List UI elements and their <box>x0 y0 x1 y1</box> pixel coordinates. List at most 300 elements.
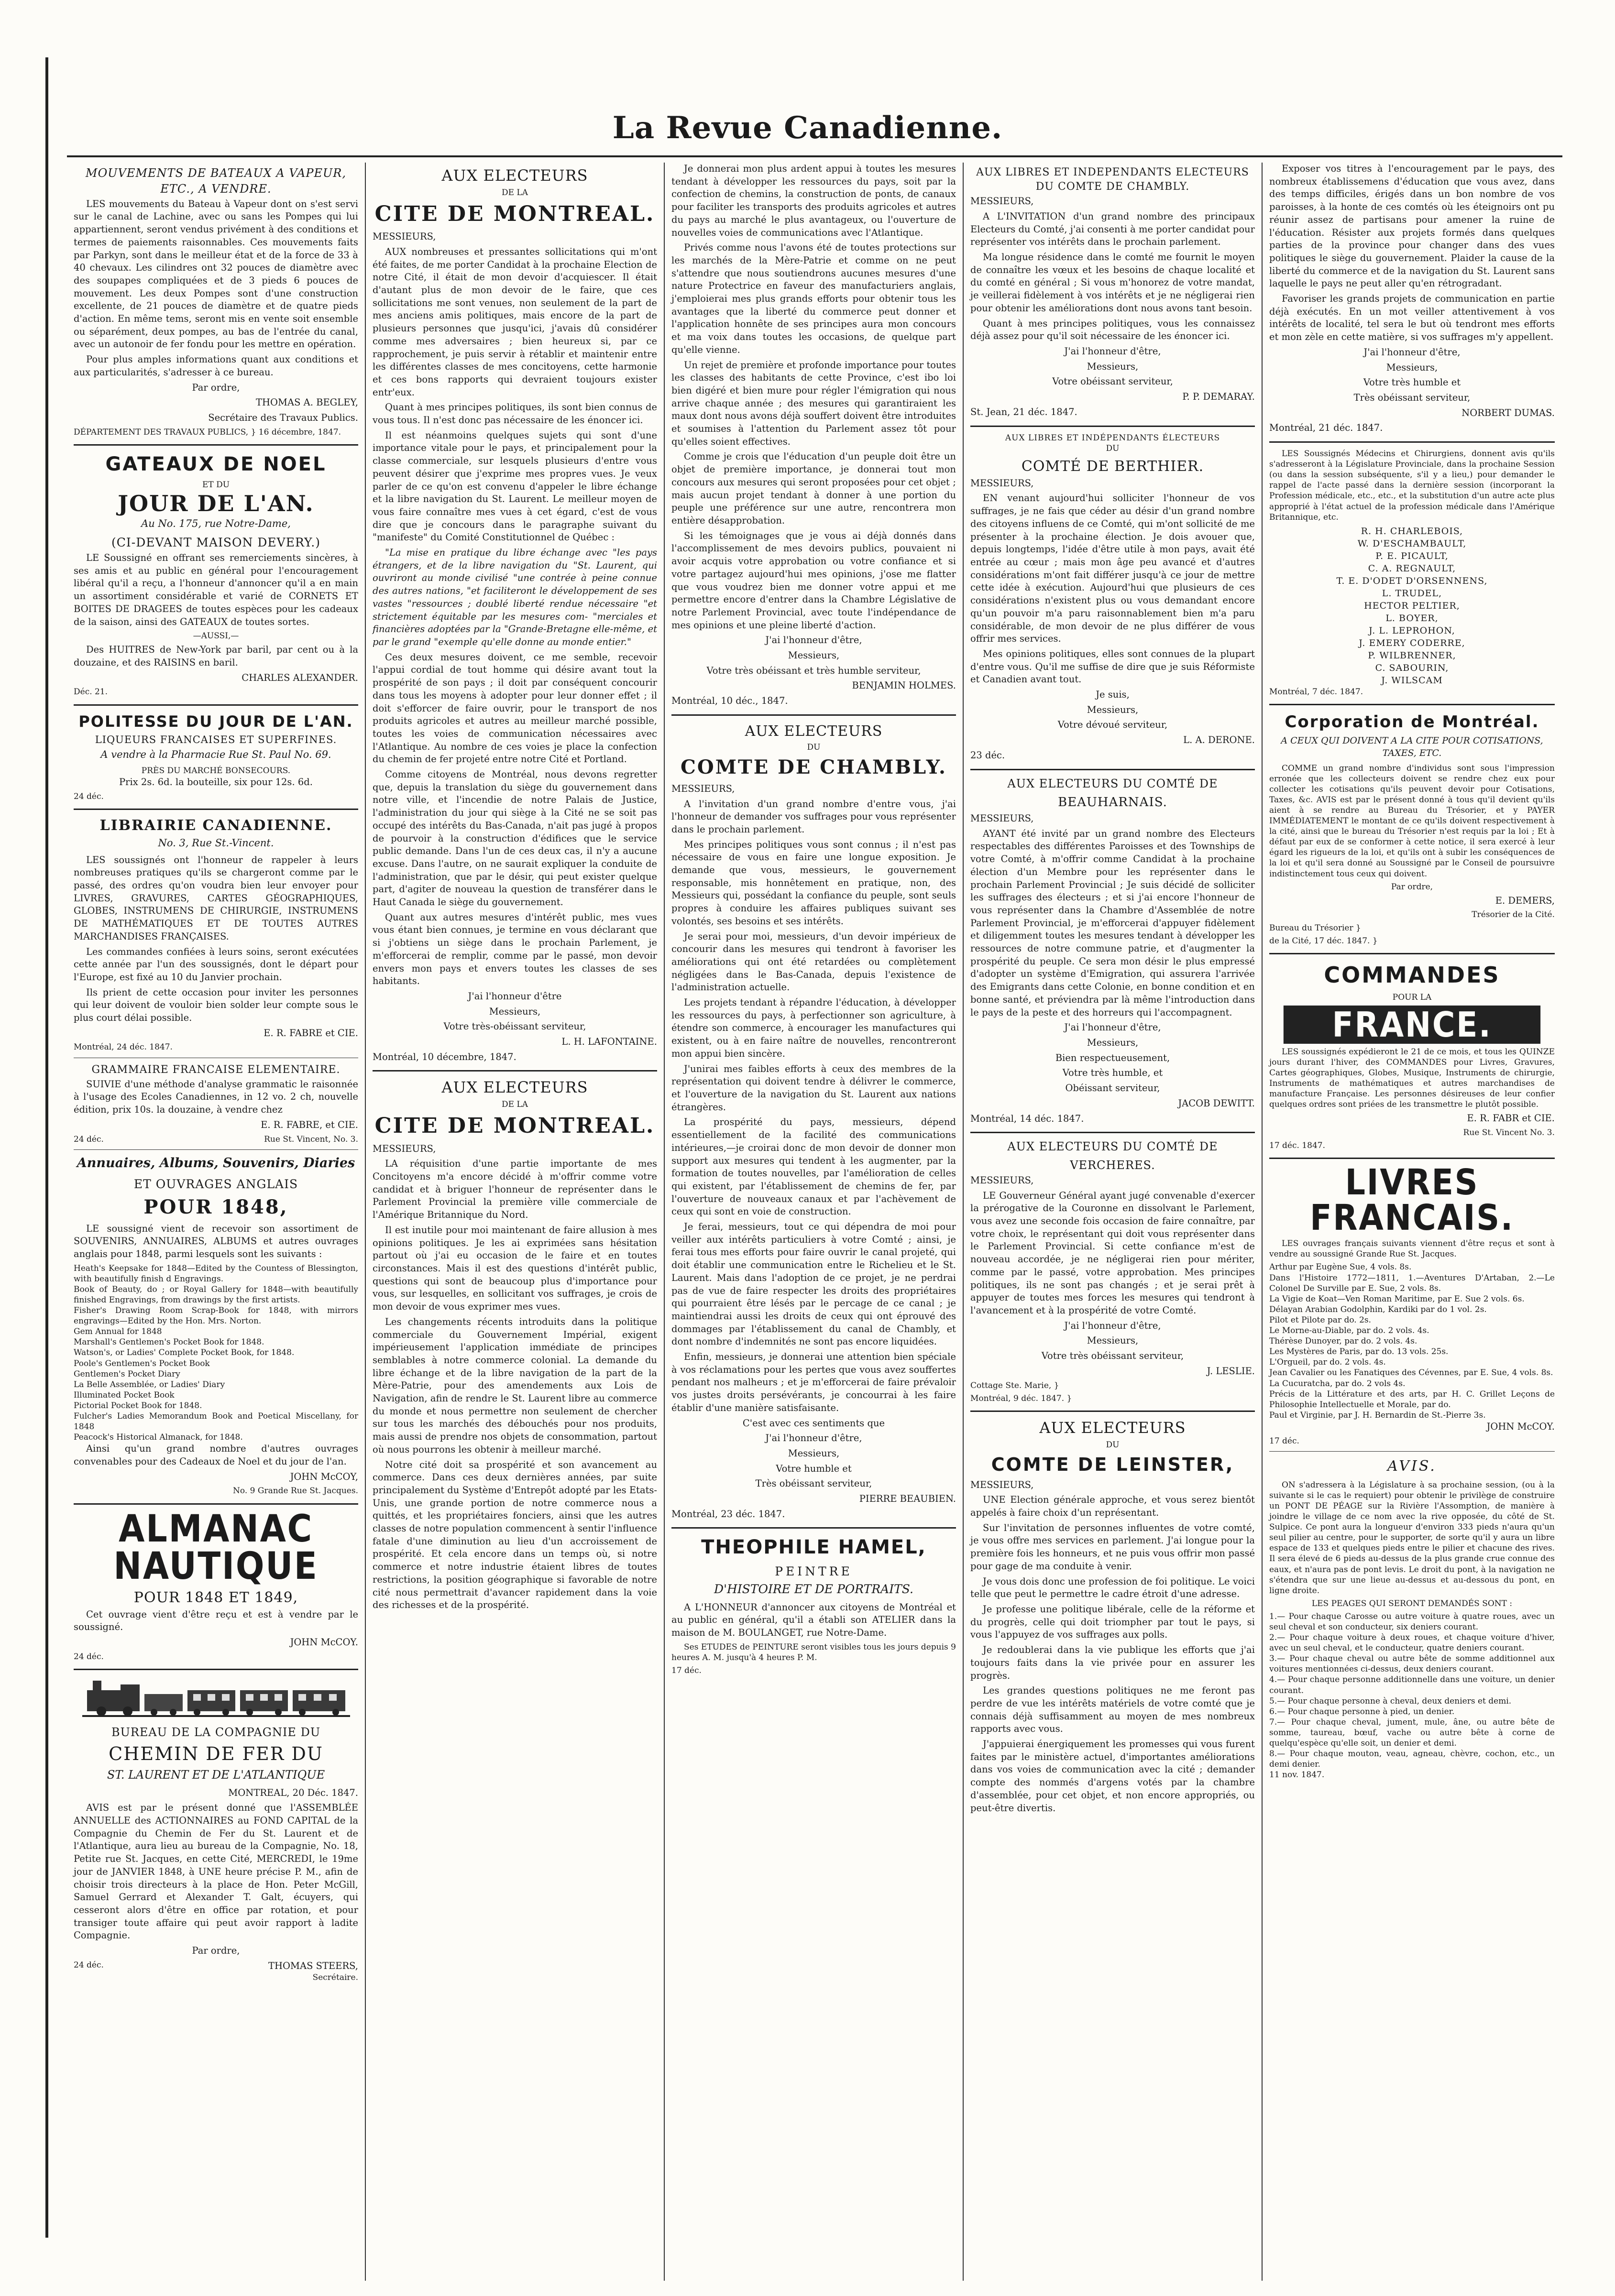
list-item: L. TRUDEL, <box>1382 588 1442 599</box>
list-item: L. BOYER, <box>1385 612 1439 623</box>
list-item: 3.— Pour chaque cheval ou autre bête de somme additionnel aux voitures mentionnées ci-dessus, deux deniers courant. <box>1269 1654 1555 1674</box>
letter-date: Montréal, 9 déc. 1847. } <box>970 1393 1072 1403</box>
signature-name: THOMAS STEERS, <box>268 1960 358 1971</box>
signature-name: JOHN McCOY. <box>1486 1421 1555 1432</box>
list-item: Pilot et Pilote par do. 2s. <box>1269 1315 1372 1325</box>
signature-name: JOHN McCOY. <box>290 1637 358 1648</box>
letter-closing: Messieurs, <box>1087 704 1139 715</box>
signature-name: BENJAMIN HOLMES. <box>852 680 956 691</box>
signature-line: Par ordre, <box>192 382 240 393</box>
list-item: 8.— Pour chaque mouton, veau, agneau, chèvre, cochon, etc., un demi denier. <box>1269 1749 1555 1770</box>
list-item: J. EMERY CODERRE, <box>1359 637 1465 648</box>
letter-closing: Messieurs, <box>788 650 840 661</box>
signature-name: L. A. DERONE. <box>1183 734 1255 746</box>
signature-name: E. DEMERS, <box>1495 895 1555 906</box>
letter-paragraph: Comme citoyens de Montréal, nous devons regretter que, depuis la translation du siège du gouvernement dans notre ville, et l'incendie de notre Palais de Justice, l'administration du jour qui siège à la Cité ne se soit pas occupé des intérêts du Bas-Canada, n'ait pas jugé à propos de pourvoir à la construction d'édifices que le service public demande. Dans l'un de ces deux cas, il n'y a aucune excuse. Dans l'autre, on ne saurait expliquer la conduite de l'administration, que par le désir, qui peut exister quelque part, d'agiter de nouveau la question de transférer dans le Haut Canada le siège du gouvernement. <box>373 769 657 908</box>
letter-paragraph: Il est néanmoins quelques sujets qui sont d'une importance vitale pour le pays, et principalement pour la classe commerciale, sur lesquels plusieurs d'entre vous peuvent désirer que j'exprime mes propres vues. Je veux parler de ce qu'on est convenu d'appeler le libre échange et la libre navigation du St. Laurent. Le meilleur moyen de vous faire connaître mes vues à cet égard, c'est de vous dire que je concours dans le paragraphe suivant du "manifeste" du Comité Constitutionnel de Québec : <box>373 429 657 543</box>
ad-date: 17 déc. <box>1269 1436 1299 1446</box>
notice-date: 11 nov. 1847. <box>1269 1770 1325 1780</box>
letter-paragraph: Je professe une politique libérale, celle de la réforme et du progrès, celle qui doit triompher par tout le pays, si vous l'appuyez de vos suffrages aux polls. <box>970 1603 1255 1640</box>
ad-body: LES soussignés expédieront le 21 de ce mois, et tous les QUINZE jours durant l'hiver, des COMMANDES pour Livres, Gravures, Cartes géographiques, Globes, Musique, Instruments de chirurgie, Instruments de mathématiques et autres marchandises de manufacture Française. Les personnes désireuses de leur confier quelques ordres sont priées de les transmettre le plutôt possible. <box>1269 1047 1555 1110</box>
letter-paragraph: Ces deux mesures doivent, ce me semble, recevoir l'appui cordial de tout homme qui désire avant tout la prospérité de son pays ; il doit par conséquent concourir dans tous les moyens à adopter pour leur donner effet ; il doit s'efforcer de faire ouvrir, pour le transport de nos produits agricoles et autres au meilleur marché possible, toutes les voies de communication nécessaires avec l'Atlantique. Au nombre de ces voies je place la confection du chemin de fer projeté entre notre Cité et Portland. <box>373 651 657 765</box>
tolls-list <box>1269 1611 1555 1770</box>
ad-title: Annuaires, Albums, Souvenirs, Diaries <box>77 1155 355 1170</box>
letter-dumas <box>1269 163 1555 435</box>
letter-paragraph: Quant à mes principes politiques, vous les connaissez déjà assez pour qu'il soit nécessaire de les énoncer ici. <box>970 317 1255 342</box>
list-item: Pictorial Pocket Book for 1848. <box>74 1400 202 1410</box>
letter-title-sub: DE LA <box>501 1100 528 1110</box>
letter-salutation: MESSIEURS, <box>970 813 1034 824</box>
letter-paragraph: LA réquisition d'une partie importante de mes Concitoyens m'a encore décidé à m'offrir comme votre candidat et à briguer l'honneur de représenter dans le Parlement Provincial la première ville commerciale de l'Amérique Britannique du Nord. <box>373 1158 657 1221</box>
ad-body: Les commandes confiées à leurs soins, seront exécutées cette année par l'un des soussignés, dont le départ pour l'Europe, est fixé au 10 du Janvier prochain. <box>74 946 358 983</box>
letter-paragraph: Sur l'invitation de personnes influentes de votre comté, je vous offre mes services en parlement. J'ai longue pour la première fois les honneurs, et ne puis vous offrir mon passé pour gage de ma conduite à venir. <box>970 1522 1255 1572</box>
divider <box>74 1669 358 1670</box>
letter-salutation: MESSIEURS, <box>970 1174 1034 1186</box>
list-item: P. E. PICAULT, <box>1375 550 1449 561</box>
letter-date: 23 déc. <box>970 749 1005 761</box>
letter-paragraph: LE Gouverneur Général ayant jugé convenable d'exercer la prérogative de la Couronne en dissolvant le Parlement, vous avez une seconde fois occasion de faire connaître, par votre choix, le représentant qui doit vous représenter dans le Parlement Provincial. Si cette confiance m'est de nouveau accordée, je ne négligerai rien pour mériter, comme par le passé, votre approbation. Mes principes politiques, ils ne sont pas changés ; et je serai prêt à appuyer de toutes mes forces les mesures qui tendront à l'avancement et à la prospérité de votre Comté. <box>970 1190 1255 1316</box>
ad-date: 24 déc. <box>74 1134 104 1144</box>
letter-leinster <box>970 1418 1255 1815</box>
ad-subtitle: POUR LA <box>1392 992 1432 1002</box>
list-item: Gentlemen's Pocket Diary <box>74 1369 180 1379</box>
ad-location: PRÈS DU MARCHÉ BONSECOURS. <box>141 765 291 776</box>
letter-paragraph: Comme je crois que l'éducation d'un peuple doit être un objet de première importance, je donnerai tout mon concours aux mesures qui seront proposées pour cet objet ; mais aucun projet tendant à donner à une portion du peuple une préférence sur une autre, rencontrera mon entière désapprobation. <box>671 451 956 526</box>
ad-subtitle: POUR 1848 ET 1849, <box>133 1589 298 1606</box>
letter-date: Montréal, 21 déc. 1847. <box>1269 422 1383 434</box>
ad-body: AVIS est par le présent donné que l'ASSEMBLÉE ANNUELLE des ACTIONNAIRES au FOND CAPITAL de la Compagnie du Chemin de Fer du St. Laurent et de l'Atlantique, aura lieu au bureau de la Compagnie, No. 18, Petite rue St. Jacques, en cette Cité, MERCREDI, le 19me jour de JANVIER 1848, à UNE heure précise P. M., afin de choisir trois directeurs à la place de Hon. Peter McGill, Samuel Gerrard et Alexander T. Galt, écuyers, qui cesseront alors d'être en office par rotation, et pour transiger toute affaire qui peut avoir rapport à ladite Compagnie. <box>74 1802 358 1941</box>
list-item: Peacock's Historical Almanack, for 1848. <box>74 1432 243 1443</box>
ad-footer <box>74 1134 358 1145</box>
book-list <box>74 1263 358 1443</box>
list-item: L'Orgueil, par do. 2 vols. 4s. <box>1269 1357 1386 1367</box>
letter-closing: Votre humble et <box>776 1463 852 1474</box>
signature-line: Par ordre, <box>1391 882 1433 892</box>
letter-title-main: CITE DE MONTREAL. <box>374 1114 655 1138</box>
masthead-rule <box>67 155 1562 157</box>
divider <box>1269 441 1555 443</box>
ad-body: Cet ouvrage vient d'être reçu et est à vendre par le soussigné. <box>74 1608 358 1633</box>
signature-name: PIERRE BEAUBIEN. <box>859 1493 956 1505</box>
signature-name: JOHN McCOY, <box>290 1471 358 1482</box>
letter-closing: Je suis, <box>1096 689 1130 700</box>
ad-subtitle: D'HISTOIRE ET DE PORTRAITS. <box>714 1582 913 1596</box>
letter-closing: C'est avec ces sentiments que <box>742 1417 885 1429</box>
divider <box>970 426 1255 427</box>
list-item: Gem Annual for 1848 <box>74 1327 162 1337</box>
divider <box>74 1149 358 1150</box>
letter-paragraph: Je redoublerai dans la vie publique les efforts que j'ai toujours faits dans la vie privée pour en assurer les progrès. <box>970 1644 1255 1681</box>
signature-title: Secrétaire. <box>312 1973 358 1983</box>
letter-place: Cottage Ste. Marie, } <box>970 1380 1059 1390</box>
ad-address: No. 9 Grande Rue St. Jacques. <box>233 1486 358 1496</box>
notice-subtitle: A CEUX QUI DOIVENT A LA CITE POUR COTISATIONS, TAXES, ETC. <box>1281 735 1543 758</box>
letter-title: AUX ELECTEURS <box>1039 1418 1186 1437</box>
letter-dewitt <box>970 776 1255 1126</box>
list-item: Délayan Arabian Godolphin, Kardiki par do 1 vol. 2s. <box>1269 1304 1487 1314</box>
letter-closing: Votre très humble, et <box>1062 1067 1163 1079</box>
letter-closing: Messieurs, <box>788 1447 840 1459</box>
list-item: W. D'ESCHAMBAULT, <box>1357 538 1467 549</box>
letter-paragraph: Un rejet de première et profonde importance pour toutes les classes des habitants de cette Province, c'est ibo loi bien digéré et bien mure pour régler l'émigration qui nous arrive chaque année ; des mesures qui garantiraient les maux dont nous avons déjà souffert doivent être introduites et soumises à l'attention du Parlement assez tôt pour qu'elles soient effectives. <box>671 359 956 447</box>
letter-closing: J'ai l'honneur d'être, <box>1064 1320 1161 1331</box>
letter-paragraph: AUX nombreuses et pressantes sollicitations qui m'ont été faites, de me porter Candidat à la prochaine Election de notre Cité, il était de mon devoir d'acquiescer. Il était d'autant plus de mon devoir de le faire, que ces sollicitations me sont venues, non seulement de la part de mes anciens amis politiques, mais encore de la part de plusieurs personnes que jusqu'ici, j'avais dû considérer comme mes adversaires ; bien heureux si, par ce rapprochement, je puis servir à rétablir et maintenir entre les différentes classes de mes concitoyens, cette harmonie et ces bons rapports qui devraient toujours exister entr'eux. <box>373 246 657 398</box>
letter-closing: Votre très obéissant et très humble serviteur, <box>706 665 921 676</box>
list-item: Thérèse Dunoyer, par do. 2 vols. 4s. <box>1269 1336 1417 1346</box>
letter-demaray <box>970 165 1255 419</box>
letter-closing: Messieurs, <box>1087 361 1139 372</box>
ad-title: ALMANAC NAUTIQUE <box>113 1507 319 1588</box>
letter-title-main: CITE DE MONTREAL. <box>374 201 655 226</box>
letter-paragraph: Les projets tendant à répandre l'éducation, à développer les ressources du pays, à perfectionner son agriculture, à étendre son commerce, à encourager les manufactures qui existent, ou à en faire naître de nouvelles, rencontreront mon appui bien sincère. <box>671 997 956 1059</box>
list-item: Heath's Keepsake for 1848—Edited by the Countess of Blessington, with beautifully finish d Engravings. <box>74 1263 358 1284</box>
signature-name: THOMAS A. BEGLEY, <box>256 397 358 408</box>
divider <box>671 1527 956 1529</box>
letter-paragraph: J'unirai mes faibles efforts à ceux des membres de la représentation qui doivent tendre à délivrer le commerce, et l'ouverture de la navigation du St. Laurent aux nations étrangères. <box>671 1063 956 1113</box>
letter-title: AUX ELECTEURS <box>745 722 883 740</box>
letter-closing: J'ai l'honneur d'être, <box>765 1432 862 1444</box>
letter-closing: Messieurs, <box>1087 1037 1139 1048</box>
list-item: Watson's, or Ladies' Complete Pocket Book, for 1848. <box>74 1348 295 1358</box>
ad-subtitle: ET DU <box>202 480 230 490</box>
divider <box>373 1070 657 1071</box>
divider <box>1269 953 1555 954</box>
ad-gateaux <box>74 451 358 698</box>
signature-name: E. R. FABRE, et CIE. <box>261 1119 358 1130</box>
ad-title: LIBRAIRIE CANADIENNE. <box>99 817 332 834</box>
column-1 <box>67 163 366 2281</box>
signature-name: P. P. DEMARAY. <box>1182 391 1255 403</box>
letter-closing: Bien respectueusement, <box>1055 1052 1170 1063</box>
ad-hamel <box>671 1534 956 1676</box>
letter-paragraph: Notre cité doit sa prospérité et son avancement au commerce. Dans ces deux dernières années, par suite principalement du Système d'Entrepôt adopté par les Etats-Unis, une grande portion de notre commerce nous a quittés, et les propriétaires fonciers, ainsi que les autres classes de notre population commencent à sentir l'influence fatale d'une diminution au lieu d'un accroissement de prospérité. Et cela encore dans un temps où, si notre commerce et notre industrie étaient libres de toutes restrictions, la position géographique si favorable de notre cité nous permettrait d'avancer rapidement dans la voie des richesses et de la prospérité. <box>373 1459 657 1611</box>
list-item: Le Morne-au-Diable, par do. 2 vols. 4s. <box>1269 1326 1429 1336</box>
divider <box>74 809 358 810</box>
signature-title: Secrétaire des Travaux Publics. <box>208 412 358 423</box>
letter-title-sub: DU <box>1106 443 1120 453</box>
ad-livres <box>1269 1162 1555 1446</box>
ad-title-main: FRANCE. <box>1284 1006 1540 1044</box>
list-item: Poole's Gentlemen's Pocket Book <box>74 1358 210 1368</box>
signature-name: E. R. FABR et CIE. <box>1467 1113 1555 1124</box>
ad-title: LIVRES FRANCAIS. <box>1310 1162 1514 1239</box>
letter-title: AUX ELECTEURS DU COMTÉ DE <box>1007 1140 1218 1154</box>
divider <box>1269 1158 1555 1159</box>
letter-date: Montréal, 10 décembre, 1847. <box>373 1051 516 1062</box>
list-item: Marshall's Gentlemen's Pocket Book for 1848. <box>74 1337 264 1347</box>
notice-body: LES Soussignés Médecins et Chirurgiens, donnent avis qu'ils s'adresseront à la Législature Provinciale, dans la prochaine Session (ou dans la session subséquente, s'il y a lieu,) pour demander le rappel de l'acte passé dans la dernière session (incorporant la Profession médicale, etc., etc., et la substitution d'un autre acte plus approprié à l'état actuel de la profession médicale dans l'Amérique Britannique, etc. <box>1269 449 1555 522</box>
list-item: Jean Cavalier ou les Fanatiques des Cévennes, par E. Sue, 4 vols. 8s. <box>1269 1368 1553 1378</box>
ad-subtitle: ET OUVRAGES ANGLAIS <box>133 1177 298 1191</box>
signature-title: Trésorier de la Cité. <box>1472 910 1555 920</box>
divider <box>74 1503 358 1505</box>
ad-info: Pour plus amples informations quant aux conditions et aux particularités, s'adresser à ce bureau. <box>74 354 358 378</box>
divider <box>1269 1451 1555 1452</box>
ad-footer <box>74 1960 358 1973</box>
letter-closing: J'ai l'honneur d'être <box>468 990 562 1002</box>
ad-title: COMMANDES <box>1324 962 1500 988</box>
list-item: HECTOR PELTIER, <box>1364 600 1460 611</box>
letter-paragraph: Il est inutile pour moi maintenant de faire allusion à mes opinions politiques. Je les ai exprimées sans hésitation partout où j'ai eu occasion de le faire et en toutes circonstances. Mais il est des questions d'intérêt public, questions qui sont de beaucoup plus d'importance pour vous, sur lesquelles, en sollicitant vos suffrages, je crois de mon devoir de vous exprimer mes vues. <box>373 1224 657 1312</box>
letter-salutation: MESSIEURS, <box>970 477 1034 489</box>
divider <box>970 769 1255 770</box>
letter-lafontaine <box>373 165 657 1063</box>
page-left-edge <box>45 57 48 2238</box>
ad-commandes <box>1269 960 1555 1151</box>
ad-title: GATEAUX DE NOEL <box>105 453 327 475</box>
column-3 <box>665 163 964 2281</box>
letter-paragraph: Ma longue résidence dans le comté me fournit le moyen de connaître les vœux et les besoins de chaque localité et du comté en général ; Si vous m'honorez de votre mandat, je veillerai fidèlement à vos intérêts et je ne négligerai rien pour obtenir les améliorations dont nous avons tant besoin. <box>970 251 1255 314</box>
ad-body: LES mouvements du Bateau à Vapeur dont on s'est servi sur le canal de Lachine, avec ou sans les Pompes qui lui appartiennent, seront vendus privément à des conditions et termes de paiements raisonnables. Ces mouvements faits par Parkyn, sont dans le meilleur état et de la force de 33 à 40 chevaux. Les cilindres ont 32 pouces de diamètre avec des soupapes compliquées et de 3 pieds 6 pouces de mouvement. Les deux Pompes sont d'une construction excellente, de 21 pouces de diamètre et de quatre pieds d'action. En même tems, seront mis en vente soit ensemble ou séparément, deux pompes, au bas de l'entrée du canal, avec un autonoir de fer fondu pour les mettre en opération. <box>74 198 358 350</box>
list-item: 4.— Pour chaque personne additionnelle dans une voiture, un denier courant. <box>1269 1675 1555 1695</box>
letter-date: Montréal, 23 déc. 1847. <box>671 1508 785 1520</box>
letter-paragraph: Je vous dois donc une profession de foi politique. Le voici telle que peut le permettre le cadre étroit d'une adresse. <box>970 1575 1255 1600</box>
list-item: T. E. D'ODET D'ORSENNENS, <box>1336 575 1488 586</box>
letter-closing: J'ai l'honneur d'être, <box>1064 1022 1161 1033</box>
list-item: Fulcher's Ladies Memorandum Book and Poetical Miscellany, for 1848 <box>74 1411 358 1432</box>
page-columns <box>67 163 1562 2281</box>
divider <box>671 714 956 716</box>
ad-steamboat <box>74 165 358 437</box>
ad-railway <box>74 1676 358 1983</box>
letter-paragraph: Quant aux autres mesures d'intérêt public, mes vues vous étant bien connues, je termine en vous déclarant que si j'obtiens un siège dans le prochain Parlement, je m'efforcerai de remplir, comme par le passé, mon devoir envers mon pays et envers toutes les classes de ses habitants. <box>373 911 657 987</box>
letter-paragraph: A L'INVITATION d'un grand nombre des principaux Electeurs du Comté, j'ai consenti à me porter candidat pour représenter vos intérêts dans le prochain parlement. <box>970 210 1255 248</box>
list-item: La Belle Assemblée, or Ladies' Diary <box>74 1379 225 1389</box>
ad-body: Ses ETUDES de PEINTURE seront visibles tous les jours depuis 9 heures A. M. jusqu'à 4 heures P. M. <box>671 1642 956 1662</box>
letter-closing: J'ai l'honneur d'être, <box>1064 345 1161 357</box>
ad-title: MOUVEMENTS DE BATEAUX A VAPEUR, ETC., A VENDRE. <box>86 166 346 196</box>
ad-body: Ainsi qu'un grand nombre d'autres ouvrages convenables pour des Cadeaux de Noel et du jour de l'an. <box>74 1443 358 1467</box>
ad-title-main: JOUR DE L'AN. <box>118 490 314 516</box>
letter-title-sub: DE LA <box>501 187 528 197</box>
ad-body: LES ouvrages français suivants viennent d'être reçus et sont à vendre au soussigné Grande Rue St. Jacques. <box>1269 1239 1555 1259</box>
divider <box>74 704 358 706</box>
ad-address: Au No. 175, rue Notre-Dame, <box>141 517 291 529</box>
ad-date: MONTREAL, 20 Déc. 1847. <box>228 1787 358 1798</box>
list-item: J. WILSCAM <box>1381 675 1443 686</box>
list-item: 6.— Pour chaque personne à pied, un denier. <box>1269 1706 1455 1717</box>
letter-date: St. Jean, 21 déc. 1847. <box>970 406 1077 417</box>
letter-paragraph: UNE Election générale approche, et vous serez bientôt appelés à faire choix d'un représentant. <box>970 1494 1255 1519</box>
list-item: R. H. CHARLEBOIS, <box>1361 525 1463 536</box>
letter-closing: Votre dévoué serviteur, <box>1057 719 1168 731</box>
ad-date: 24 déc. <box>74 1960 104 1970</box>
ad-date: 17 déc. <box>671 1666 702 1676</box>
letter-paragraph: Quant à mes principes politiques, ils sont bien connus de vous tous. Il n'est donc pas nécessaire de les énoncer ici. <box>373 402 657 426</box>
ad-body: Ils prient de cette occasion pour inviter les personnes qui leur doivent de vouloir bien solder leur compte sous le plus court délai possible. <box>74 986 358 1024</box>
letter-paragraph: Mes opinions politiques, elles sont connues de la plupart d'entre vous. Qu'il me suffise de dire que je suis Réformiste et Canadien avant tout. <box>970 648 1255 685</box>
column-5 <box>1263 163 1561 2281</box>
ad-address: Rue St. Vincent No. 3. <box>1463 1128 1555 1138</box>
letter-title: AUX ELECTEURS <box>441 1078 588 1097</box>
ad-address: No. 3, Rue St.-Vincent. <box>158 837 274 849</box>
list-item: C. SABOURIN, <box>1375 662 1449 673</box>
letter-paragraph: Les changements récents introduits dans la politique commerciale du Gouvernement Impérial, exigent impérieusement l'application immédiate de principes semblables à notre commerce colonial. La demande du libre échange et de la libre navigation de la part de la Mère-Patrie, pour des amendements aux Lois de Navigation, afin de rendre le St. Laurent libre au commerce du monde et nous permettre non seulement de chercher sur tous les marchés des débouchés pour nos produits, mais aussi de prendre nos objets de consommation, partout où nous pourrons les obtenir à meilleur marché. <box>373 1316 657 1455</box>
letter-holmes-continued <box>671 163 956 708</box>
ad-body: Des HUITRES de New-York par baril, par cent ou à la douzaine, et des RAISINS en baril. <box>74 644 358 668</box>
letter-paragraph: La prospérité du pays, messieurs, dépend essentiellement de la facilité des communications intérieures,—je croirai donc de mon devoir de donner mon support aux mesures qui tendent à les augmenter, par la formation de toutes nouvelles, par l'amélioration de celles qui existent, par l'établissement de chemins de fer, par l'ouverture de nouveaux canaux et par l'achèvement de ceux qui sont en voie de construction. <box>671 1116 956 1217</box>
ad-address: A vendre à la Pharmacie Rue St. Paul No. 69. <box>100 749 331 761</box>
list-item: La Vigie de Koat—Ven Roman Maritime, par E. Sue 2 vols. 6s. <box>1269 1294 1525 1304</box>
letter-closing: Votre très obéissant serviteur, <box>1041 1350 1184 1362</box>
letter-paragraph: EN venant aujourd'hui solliciter l'honneur de vos suffrages, je ne fais que céder au désir d'un grand nombre des citoyens influens de ce Comté, qui m'ont sollicité de me présenter à la prochaine élection. Je dois avouer que, depuis longtemps, l'idée d'être utile à mon pays, avait été entrée au cœur ; mais mon âge peu avancé et d'autres considérations m'ont fait différer jusqu'à ce jour de mettre cette idée à exécution. Aujourd'hui que plusieurs de ces considérations n'existent plus ou vous demandant encore qu'un pouvoir m'a paru raisonnablement bien m'a paru considérable, de mon devoir de ne plus différer de vous offrir mes services. <box>970 492 1255 645</box>
ad-year: POUR 1848, <box>143 1195 288 1218</box>
list-item: La Cucuratcha, par do. 2 vols 4s. <box>1269 1378 1406 1389</box>
list-item: 7.— Pour chaque cheval, jument, mule, âne, ou autre bête de somme, taureau, bœuf, vache ou autre bête à corne de quelqu'espèce qu'elle soit, un denier et demi. <box>1269 1717 1555 1749</box>
letter-title: AUX ELECTEURS DU COMTÉ DE <box>1007 776 1218 790</box>
letter-title-main: BEAUHARNAIS. <box>1058 795 1167 810</box>
list-item: J. L. LEPROHON, <box>1369 625 1455 636</box>
letter-title-sub: DU <box>1106 1440 1120 1450</box>
notice-medecins <box>1269 448 1555 697</box>
ad-body: LE soussigné vient de recevoir son assortiment de SOUVENIRS, ANNUAIRES, ALBUMS et autres ouvrages anglais pour 1848, parmi lesquels sont les suivants : <box>74 1223 358 1260</box>
ad-subtitle: ST. LAURENT ET DE L'ATLANTIQUE <box>107 1768 325 1782</box>
letter-holmes <box>373 1077 657 1612</box>
ad-body: SUIVIE d'une méthode d'analyse grammatic le raisonnée à l'usage des Ecoles Canadiennes, in 12 vo. 2 ch, nouvelle édition, prix 10s. la douzaine, à vendre chez <box>74 1078 358 1115</box>
ad-title: BUREAU DE LA COMPAGNIE DU <box>111 1725 321 1739</box>
signature-name: E. R. FABRE et CIE. <box>264 1027 358 1039</box>
notice-subtitle: LES PEAGES QUI SERONT DEMANDÉS SONT : <box>1311 1598 1513 1608</box>
ad-annuaires <box>74 1155 358 1497</box>
letter-paragraph: J'appuierai énergiquement les promesses qui vous furent faites par le ministère actuel, d'importantes améliorations dans vos voies de communication avec la cité ; demander compte des nommés d'argens votés par la chambre d'assemblée, pour cet objet, et non encore appropriés, ou peut-être divertis. <box>970 1738 1255 1814</box>
letter-salutation: MESSIEURS, <box>373 231 436 242</box>
list-item: Arthur par Eugène Sue, 4 vols. 8s. <box>1269 1262 1412 1272</box>
ad-date: Montréal, 24 déc. 1847. <box>74 1042 173 1052</box>
ad-grammaire <box>74 1063 358 1145</box>
letter-title-main: COMTÉ DE BERTHIER. <box>1021 458 1204 475</box>
ad-body: LE Soussigné en offrant ses remerciements sincères, à ses amis et au public en général pour l'encouragement libéral qu'il a reçu, a l'honneur d'annoncer qu'il a en main un assortiment considérable et varié de CORNETS ET BOITES DE DRAGEES de toutes espèces pour les cadeaux de la saison, ainsi des GATEAUX de toutes sortes. <box>74 552 358 627</box>
ad-librairie <box>74 816 358 1053</box>
masthead: La Revue Canadienne. <box>612 110 1003 146</box>
signature-name: J. LESLIE. <box>1207 1365 1255 1377</box>
letter-salutation: MESSIEURS, <box>373 1143 436 1154</box>
column-4 <box>964 163 1263 2281</box>
letter-paragraph: Je ferai, messieurs, tout ce qui dépendra de moi pour veiller aux intérêts particuliers à votre Comté ; ainsi, je ferai tous mes efforts pour faire ouvrir le canal projeté, qui doit établir une communication entre le Richelieu et le St. Laurent. Mais dans l'adoption de ce projet, je ne perdrai pas de vue de faire respecter les droits des propriétaires qui pourraient être lésés par le percage de ce canal ; je maintiendrai aussi les droits de ceux qui ont éprouvé des dommages par l'établissement du canal de Chambly, et dont nombre d'indemnités ne sont pas encore liquidées. <box>671 1221 956 1347</box>
signature-name: L. H. LAFONTAINE. <box>561 1036 657 1048</box>
letter-closing: Obéissant serviteur, <box>1065 1082 1160 1094</box>
letter-closing: Très obéissant serviteur, <box>1353 392 1471 403</box>
letter-salutation: MESSIEURS, <box>671 783 735 794</box>
ad-subtitle: (CI-DEVANT MAISON DEVERY.) <box>111 535 320 549</box>
ad-price: Prix 2s. 6d. la bouteille, six pour 12s. 6d. <box>119 776 313 787</box>
letter-date: Montréal, 10 déc., 1847. <box>671 695 788 707</box>
notice-corporation <box>1269 711 1555 946</box>
letter-title-main: COMTE DE LEINSTER, <box>991 1454 1234 1475</box>
letter-paragraph: Privés comme nous l'avons été de toutes protections sur les marchés de la Mère-Patrie et comme on ne peut s'attendre que nous soutiendrons aucunes mesures d'une nature Protectrice en faveur des manufacturiers anglais, j'emploierai mes plus grands efforts pour obtenir tous les avantages que la liberté du commerce peut donner et l'application honnête de ses principes aura mon concours et ma voix dans toutes les occasions, de quelque part qu'elle vienne. <box>671 242 956 355</box>
list-item: Dans l'Histoire 1772—1811, 1.—Aventures D'Artaban, 2.—Le Colonel De Surville par E. Sue, 2 vols. 8s. <box>1269 1273 1555 1293</box>
letter-closing: J'ai l'honneur d'être, <box>1363 346 1461 358</box>
letter-closing: J'ai l'honneur d'être, <box>765 634 862 646</box>
divider <box>970 1410 1255 1412</box>
book-list <box>1269 1262 1555 1420</box>
letter-paragraph: Favoriser les grands projets de communication en partie déjà exécutés. En un mot veiller attentivement à vos intérêts de localité, tel sera le but où tendront mes efforts et mon zèle en cette matière, si vos suffrages m'y appellent. <box>1269 293 1555 343</box>
letter-closing: Votre très-obéissant serviteur, <box>443 1021 586 1032</box>
notice-avis <box>1269 1456 1555 1781</box>
notice-body: COMME un grand nombre d'individus sont sous l'impression erronée que les collecteurs doivent se rendre chez eux pour collecter les cotisations qu'ils peuvent devoir pour Cotisations, Taxes, &c. AVIS est par le présent donné à tous qu'il devient qu'ils aient à se rendre au Bureau du Trésorier, et y PAYER IMMÉDIATEMENT le montant de ce qu'ils doivent respectivement à la cité, ainsi que le bureau du Trésorier n'est requis par la loi ; Et à défaut par eux de se conformer à cette notice, il sera exercé à leur égard les rigueurs de la loi, et qu'ils ont à subir les conséquences de la loi et qu'il sera donné au Soussigné par le Conseil de poursuivre indistinctement tous ceux qui doivent. <box>1269 763 1555 879</box>
ad-title-main: CHEMIN DE FER DU <box>109 1743 323 1764</box>
ad-date: 17 déc. 1847. <box>1269 1141 1325 1151</box>
letter-closing: Très obéissant serviteur, <box>755 1478 872 1489</box>
letter-closing: Votre obéissant serviteur, <box>1052 376 1173 387</box>
divider <box>970 1132 1255 1133</box>
divider <box>74 444 358 446</box>
signatories-list <box>1269 525 1555 687</box>
letter-date: Montréal, 14 déc. 1847. <box>970 1113 1084 1124</box>
list-item: Les Mystères de Paris, par do. 13 vols. 25s. <box>1269 1347 1449 1357</box>
letter-closing: Messieurs, <box>1087 1335 1139 1346</box>
list-item: Book of Beauty, do ; or Royal Gallery for 1848—with beautifully finished Engravings, from drawings by the first artists. <box>74 1284 358 1305</box>
ad-subtitle: LIQUEURS FRANCAISES ET SUPERFINES. <box>95 734 337 746</box>
letter-paragraph: Je donnerai mon plus ardent appui à toutes les mesures tendant à développer les ressources du pays, soit par la confection de chemins, la construction de ponts, de canaux pour faciliter les transports des produits agricoles et autres du pays au marché le plus avantageux, ou l'ouverture de nouvelles voies de communications avec l'Atlantique. <box>671 163 956 238</box>
ad-address: Rue St. Vincent, No. 3. <box>264 1134 358 1144</box>
letter-paragraph: Si les témoignages que je vous ai déjà donnés dans l'accomplissement de mes devoirs publics, pouvaient ni avoir acquis votre approbation ou votre confiance et si votre partagez aujourd'hui mes opinions, j'ose me flatter que vous voudrez bien me donner votre appui et me permettre encore d'entrer dans la Chambre Législative de notre Parlement Provincial, avec toute l'indépendance de mes opinions et une pleine liberté d'action. <box>671 530 956 631</box>
ad-title: GRAMMAIRE FRANCAISE ELEMENTAIRE. <box>91 1063 341 1076</box>
ad-liqueurs <box>74 711 358 802</box>
signature-line: Par ordre, <box>192 1945 240 1957</box>
letter-quote: "La mise en pratique du libre échange avec "les pays étrangers, et de la libre navigation du "St. Laurent, qui ouvriront au monde civilisé "une contrée à peine connue des autres nations, "et faciliteront le développement de ses vastes "ressources ; doublé liberté rendue nécessaire "et strictement équitable par les mesures com- "merciales et financières adoptées par la "Grande-Bretagne elle-même, et par le grand "exemple qu'elle donne au monde entier." <box>373 547 657 647</box>
letter-paragraph: Je serai pour moi, messieurs, d'un devoir impérieux de concourir dans les mesures qui tendront à favoriser les améliorations qui ont été retardées ou complètement négligées dans le Bas-Canada, depuis l'existence de l'administration actuelle. <box>671 930 956 993</box>
letter-closing: Messieurs, <box>1386 361 1438 373</box>
letter-paragraph: Exposer vos titres à l'encouragement par le pays, des nombreux établissemens d'éducation que vous avez, dans des temps difficiles, érigés dans un bon nombre de vos paroisses, à la honte de ces comtés où les éteignoirs ont pu réunir assez de partisans pour amener la ruine de l'éducation. Résister aux projets formés dans quelques parties de la province pour changer dans des vues politiques le siège du gouvernement. Plaider la cause de la liberté du commerce et de la navigation du St. Laurent sans laquelle le pays ne peut aller qu'en rétrogradant. <box>1269 163 1555 289</box>
letter-title-sub: DU <box>807 742 821 752</box>
list-item: C. A. REGNAULT, <box>1368 563 1456 574</box>
notice-title: AVIS. <box>1387 1457 1437 1475</box>
ad-title: POLITESSE DU JOUR DE L'AN. <box>78 712 353 731</box>
letter-title: AUX LIBRES ET INDEPENDANTS ELECTEURS DU COMTE DE CHAMBLY. <box>976 166 1249 193</box>
letter-title: AUX ELECTEURS <box>441 166 588 185</box>
list-item: 2.— Pour chaque voiture à deux roues, et chaque voiture d'hiver, avec un seul cheval, et le conducteur, quatre deniers courant. <box>1269 1633 1555 1653</box>
column-2 <box>366 163 665 2281</box>
letter-paragraph: A l'invitation d'un grand nombre d'entre vous, j'ai l'honneur de demander vos suffrages pour vous représenter dans le prochain parlement. <box>671 798 956 835</box>
list-item: Illuminated Pocket Book <box>74 1390 175 1400</box>
train-engraving <box>82 1676 350 1720</box>
letter-derone <box>970 433 1255 762</box>
divider <box>1269 704 1555 705</box>
notice-body: ON s'adressera à la Législature à sa prochaine session, (ou à la suivante si le cas le requiert) pour obtenir le privilège de construire un PONT DE PÉAGE sur la Rivière l'Assomption, de manière à joindre le village de ce nom avec la rive opposée, du côté de St. Sulpice. Ce pont aura la longueur d'environ 333 pieds n'aura qu'un seul pilier au centre, pour le supporter, de sorte qu'il y aura un libre espace de 133 et quelques pieds entre le pilier et chacune des rives. Il sera élevé de 6 pieds au-dessus de la plus grande crue connue des eaux, et n'aura pas de pont levis. Le droit du pont, à la navigation ne s'étendra que sur une lieue au-dessus et au-dessous du pont, en ligne droite. <box>1269 1480 1555 1596</box>
notice-date: de la Cité, 17 déc. 1847. } <box>1269 936 1378 946</box>
letter-salutation: MESSIEURS, <box>970 196 1034 207</box>
signature-name: NORBERT DUMAS. <box>1461 407 1555 418</box>
letter-salutation: MESSIEURS, <box>970 1479 1034 1490</box>
letter-paragraph: Enfin, messieurs, je donnerai une attention bien spéciale à vos réclamations pour les pertes que vous avez souffertes pendant nos malheurs ; et je m'efforcerai de faire prévaloir vos justes droits persévérants, je concourrai à les faire établir d'une manière satisfaisante. <box>671 1351 956 1413</box>
ad-body: A L'HONNEUR d'annoncer aux citoyens de Montréal et au public en général, qu'il a établi son ATELIER dans la maison de M. BOULANGET, rue Notre-Dame. <box>671 1601 956 1639</box>
letter-title-main: VERCHERES. <box>1070 1159 1155 1172</box>
ad-title: THEOPHILE HAMEL, <box>701 1536 926 1559</box>
letter-closing: Votre très humble et <box>1363 377 1461 388</box>
letter-title-main: COMTE DE CHAMBLY. <box>681 756 947 779</box>
list-item: P. WILBRENNER, <box>1368 650 1456 661</box>
ad-date: DÉPARTEMENT DES TRAVAUX PUBLICS, } 16 décembre, 1847. <box>74 427 341 437</box>
list-item: Paul et Virginie, par J. H. Bernardin de St.-Pierre 3s. <box>1269 1410 1486 1420</box>
notice-title: Corporation de Montréal. <box>1285 712 1539 732</box>
letter-leslie <box>970 1139 1255 1403</box>
ad-almanac <box>74 1507 358 1662</box>
ad-subtitle: PEINTRE <box>775 1564 853 1579</box>
letter-closing: Messieurs, <box>489 1006 541 1017</box>
list-item: 1.— Pour chaque Carosse ou autre voiture à quatre roues, avec un seul cheval et son conducteur, six deniers courant. <box>1269 1611 1555 1632</box>
list-item: Fisher's Drawing Room Scrap-Book for 1848, with mirrors engravings—Edited by the Hon. Mrs. Norton. <box>74 1306 358 1326</box>
list-item: Précis de la Littérature et des arts, par H. C. Grillet Leçons de Philosophie Intellectuelle et Morale, par do. <box>1269 1389 1555 1410</box>
letter-title: AUX LIBRES ET INDÉPENDANTS ÉLECTEURS <box>1005 433 1220 443</box>
letter-paragraph: AYANT été invité par un grand nombre des Electeurs respectables des différentes Paroisses et des Townships de votre Comté, à m'offrir comme Candidat à la prochaine élection d'un Membre pour les représenter dans le prochain Parlement Provincial ; Je suis décidé de solliciter les suffrages des électeurs ; et si j'ai encore l'honneur de vous représenter dans la Chambre d'Assemblée de notre Parlement Provincial, je m'efforcerai d'appuyer fidèlement et diligemment toutes les mesures tendant à développer les ressources de notre commune patrie, et d'augmenter la prospérité du peuple. Ce sera mon désir le plus empressé d'adopter un système d'Emigration, qui assurera l'arrivée des Emigrants dans cette Colonie, en bonne condition et en bonne santé, et préviendra par là même l'introduction dans le pays de la peste et des horreurs qui l'accompagnent. <box>970 828 1255 1018</box>
ad-date: 24 déc. <box>74 1651 104 1662</box>
notice-date: Montréal, 7 déc. 1847. <box>1269 687 1363 697</box>
letter-beaubien <box>671 722 956 1521</box>
ad-also: —AUSSI,— <box>193 631 239 641</box>
notice-place: Bureau du Trésorier } <box>1269 923 1361 933</box>
letter-paragraph: Les grandes questions politiques ne me feront pas perdre de vue les intérêts matériels de votre comté que je connais déjà suffisamment au moyen de mes nombreux rapports avec vous. <box>970 1685 1255 1735</box>
ad-date: Déc. 21. <box>74 687 108 697</box>
